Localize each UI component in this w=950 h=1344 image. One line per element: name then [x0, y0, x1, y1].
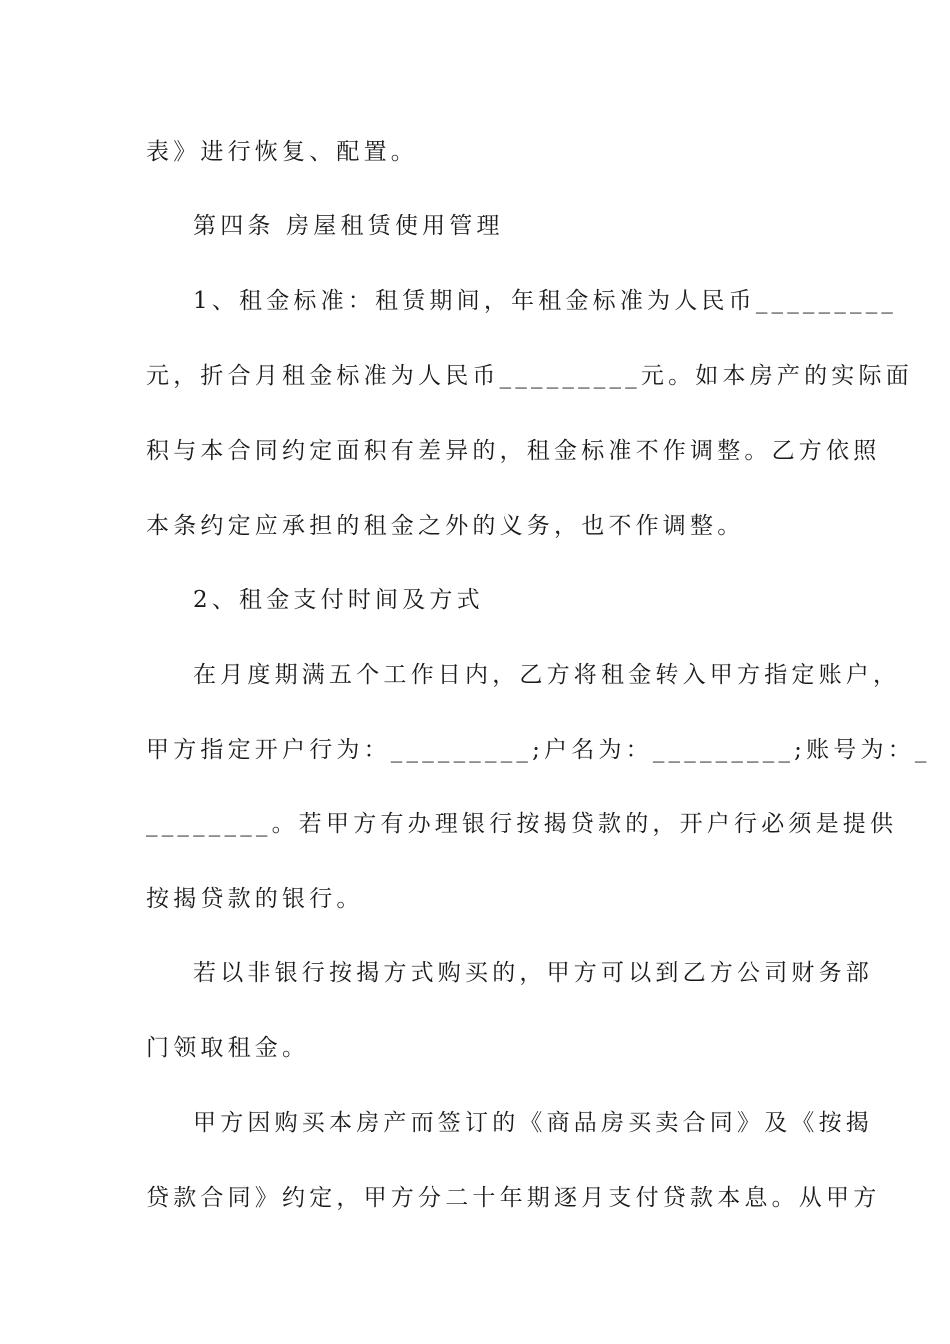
text-line: 积与本合同约定面积有差异的，租金标准不作调整。乙方依照: [146, 438, 881, 464]
text-line: 表》进行恢复、配置。: [146, 139, 418, 165]
text-line: 按揭贷款的银行。: [146, 886, 364, 912]
text-line: 甲方因购买本房产而签订的《商品房买卖合同》及《按揭: [193, 1110, 873, 1136]
text-line: 1、租金标准：租赁期间，年租金标准为人民币_________: [193, 288, 898, 314]
text-line: 甲方指定开户行为：_________;户名为：_________;账号为：_: [146, 737, 931, 763]
text-line: 门领取租金。: [146, 1035, 310, 1061]
text-line: 贷款合同》约定，甲方分二十年期逐月支付贷款本息。从甲方: [146, 1185, 881, 1211]
section-heading: 2、租金支付时间及方式: [193, 587, 484, 613]
text-line: 元，折合月租金标准为人民币_________元。如本房产的实际面: [146, 363, 913, 389]
text-line: 若以非银行按揭方式购买的，甲方可以到乙方公司财务部: [193, 960, 873, 986]
text-line: ________。若甲方有办理银行按揭贷款的，开户行必须是提供: [146, 811, 898, 837]
text-line: 本条约定应承担的租金之外的义务，也不作调整。: [146, 513, 745, 539]
article-heading: 第四条 房屋租赁使用管理: [193, 213, 504, 239]
text-line: 在月度期满五个工作日内，乙方将租金转入甲方指定账户，: [193, 662, 901, 688]
